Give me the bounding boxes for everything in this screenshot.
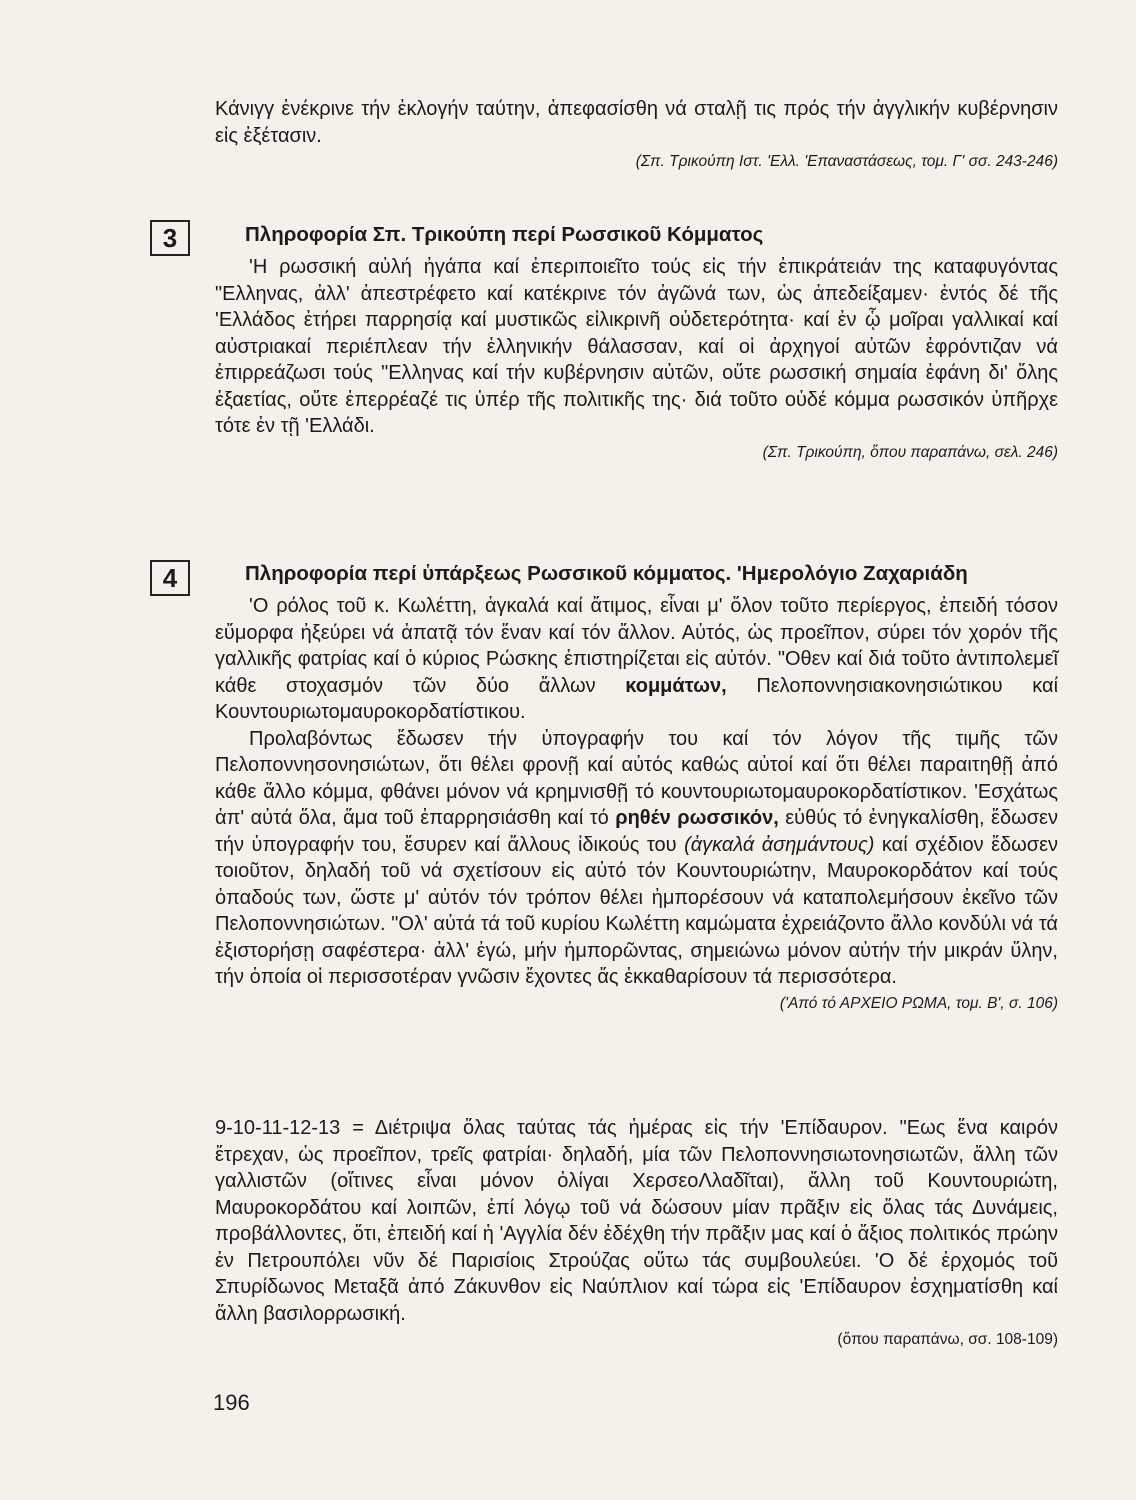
section-4-paragraph-2: [215, 726, 1058, 991]
intro-paragraph: Κάνιγγ ἐνέκρινε τήν ἐκλογήν ταύτην, ἀπεφασίσθη νά σταλῇ τις πρός τήν ἀγγλικήν κυβέρνησιν εἰς ἐξέτασιν.: [215, 98, 1058, 147]
section-number-badge: 3: [150, 220, 190, 256]
section-3-title: Πληροφορία Σπ. Τρικούπη περί Ρωσσικοῦ Κόμματος: [245, 223, 764, 246]
section-number-badge: 4: [150, 560, 190, 596]
closing-paragraph: 9-10-11-12-13 = Διέτριψα ὅλας ταύτας τάς ἡμέρας εἰς τήν 'Επίδαυρον. "Εως ἕνα καιρόν ἔτρεχαν, ὡς προεῖπον, τρεῖς φατρίαι· δηλαδή, μία τῶν Πελοποννησιωτονησιωτῶν, ἄλλη τῶν γαλλιστῶν (οἵτινες εἶναι μόνον ὀλίγαι ΧερσεοΛλαδῖται), ἄλλη τοῦ Κουντουριώτη, Μαυροκορδάτου καί λοιπῶν, ἐπί λόγῳ τοῦ νά δώσουν μίαν πρᾶξιν εἰς ὅλας τάς Δυνάμεις, προβάλλοντες, ὅτι, ἐπειδή καί ἡ 'Αγγλία δέν ἐδέχθη τήν πρᾶξιν μας καί ὁ ἄξιος πολιτικός πρώην ἐν Πετρουπόλει νῦν δέ Παρισίοις Στρούζας οὕτω τάς συμβουλεύει. 'Ο δέ ἐρχομός τοῦ Σπυρίδωνος Μεταξᾶ ἀπό Ζάκυνθον εἰς Ναύπλιον καί τώρα εἰς 'Επίδαυρον ἐσχηματίσθη καί ἄλλη βασιλορρωσική.: [215, 1117, 1058, 1325]
emphasis-italic: (ἀγκαλά ἀσημάντους): [684, 833, 875, 856]
section-4-title: Πληροφορία περί ὑπάρξεως Ρωσσικοῦ κόμματος. 'Ημερολόγιο Ζαχαριάδη: [245, 562, 968, 585]
text-run: Πελοποννησιακονησιώτικου καί Κουντουριωτομαυροκορδατίστικου.: [215, 674, 1059, 723]
section-4: [215, 561, 1058, 1015]
text-run: 'Ο ρόλος τοῦ κ. Κωλέττη, ἀγκαλά καί ἄτιμος, εἶναι μ' ὅλον τοῦτο περίεργος, ἐπειδή τόσον εὔμορφα ἠξεύρει νά ἀπατᾷ τόν ἕναν καί τόν ἄλλον. Αὐτός, ὡς προεῖπον, σύρει τόν χορόν τῆς γαλλικῆς φατρίας καί ὁ κύριος Ρώσκης ἐπιστηρίζεται εἰς αὐτόν. "Οθεν καί διά τοῦτο ἀντιπολεμεῖ κάθε στοχασμόν τῶν δύο ἄλλων: [215, 595, 1058, 697]
intro-block: [215, 96, 1058, 173]
section-3-source-citation: (Σπ. Τρικούπη, ὅπου παραπάνω, σελ. 246): [762, 443, 1058, 461]
section-3-paragraph: 'Η ρωσσική αὐλή ἠγάπα καί ἐπεριποιεῖτο τούς εἰς τήν ἐπικράτειάν της καταφυγόντας "Ελληνας, ἀλλ' ἀπεστρέφετο καί κατέκρινε τόν ἀγῶνά των, ὡς ἀπεδείξαμεν· ἐντός δέ τῆς 'Ελλάδος ἐτήρει παρρησίᾳ καί μυστικῶς εἰλικρινῆ οὐδετερότητα· καί ἐν ᾧ μοῖραι γαλλικαί καί αὐστριακαί περιέπλεαν τήν ἑλληνικήν θάλασσαν, καί οἱ ἀρχηγοί αὐτῶν ἐφρόντιζαν νά ἐπιρρεάζωσι τούς "Ελληνας καί τήν κυβέρνησιν αὐτῶν, οὔτε ρωσσική σημαία ἐφάνη δι' ὅλης ἑξαετίας, οὔτε ἐπερρέαζέ τις ὑπέρ τῆς πολιτικῆς της· διά τοῦτο οὐδέ κόμμα ρωσσικόν ὑπῆρχε τότε ἐν τῇ 'Ελλάδι.: [215, 256, 1058, 437]
intro-source-citation: (Σπ. Τρικούπη Ιστ. 'Ελλ. 'Επαναστάσεως, τομ. Γ' σσ. 243-246): [635, 153, 1058, 170]
text-run: εὐθύς τό ἐνηγκαλίσθη, ἔδωσεν τήν ὑπογραφήν του, ἔσυρεν καί ἄλλους ἰδικούς του: [215, 807, 1058, 856]
section-3: [215, 222, 1058, 464]
text-run: Προλαβόντως ἔδωσεν τήν ὑπογραφήν του καί τόν λόγον τῆς τιμῆς τῶν Πελοποννησονησιώτων, ὅτι θέλει φρονῇ καί αὐτός καθώς αὐτοί καί ὅτι θέλει παραιτηθῇ ἀπό κάθε ἄλλο κόμμα, φθάνει μόνον νά κρημνισθῇ τό κουντουριωτομαυροκορδατίστικον. 'Εσχάτως ἀπ' αὐτά ὅλα, ἅμα τοῦ ἐπαρρησιάσθη καί τό: [215, 727, 1058, 829]
emphasis-bold: κομμάτων,: [625, 674, 727, 697]
text-run: καί σχέδιον ἔδωσεν τοιοῦτον, δηλαδή τοῦ νά σχετίσουν εἰς αὐτό τόν Κουντουριώτην, Μαυροκορδάτον καί τούς ὀπαδούς των, ὥστε μ' αὐτόν τόν τρόπον θέλει ἠμπορέσουν νά καταπολεμήσουν ἐκεῖνο τῶν Πελοποννησιώτων. "Ολ' αὐτά τά τοῦ κυρίου Κωλέττη καμώματα ἐχρειάζοντο ἄλλο κονδύλι νά τά ἐξιστορήσῃ σαφέστερα· ἀλλ' ἐγώ, μήν ἠμπορῶντας, σημειώνω μόνον αὐτήν τήν μικράν ὕλην, τήν ὁποία οἱ περισσοτέραν γνῶσιν ἔχοντες ἄς ἐκκαθαρίσουν τά περισσότερα.: [215, 833, 1059, 988]
emphasis-bold: ρηθέν ρωσσικόν,: [615, 807, 779, 829]
section-4-source-citation: ('Από τό ΑΡΧΕΙΟ ΡΩΜΑ, τομ. Β', σ. 106): [779, 994, 1058, 1012]
closing-source-citation: (ὅπου παραπάνω, σσ. 108-109): [837, 1331, 1058, 1348]
closing-block: [215, 1115, 1058, 1351]
section-4-paragraph-1: [215, 593, 1058, 726]
page-number: 196: [213, 1390, 250, 1415]
